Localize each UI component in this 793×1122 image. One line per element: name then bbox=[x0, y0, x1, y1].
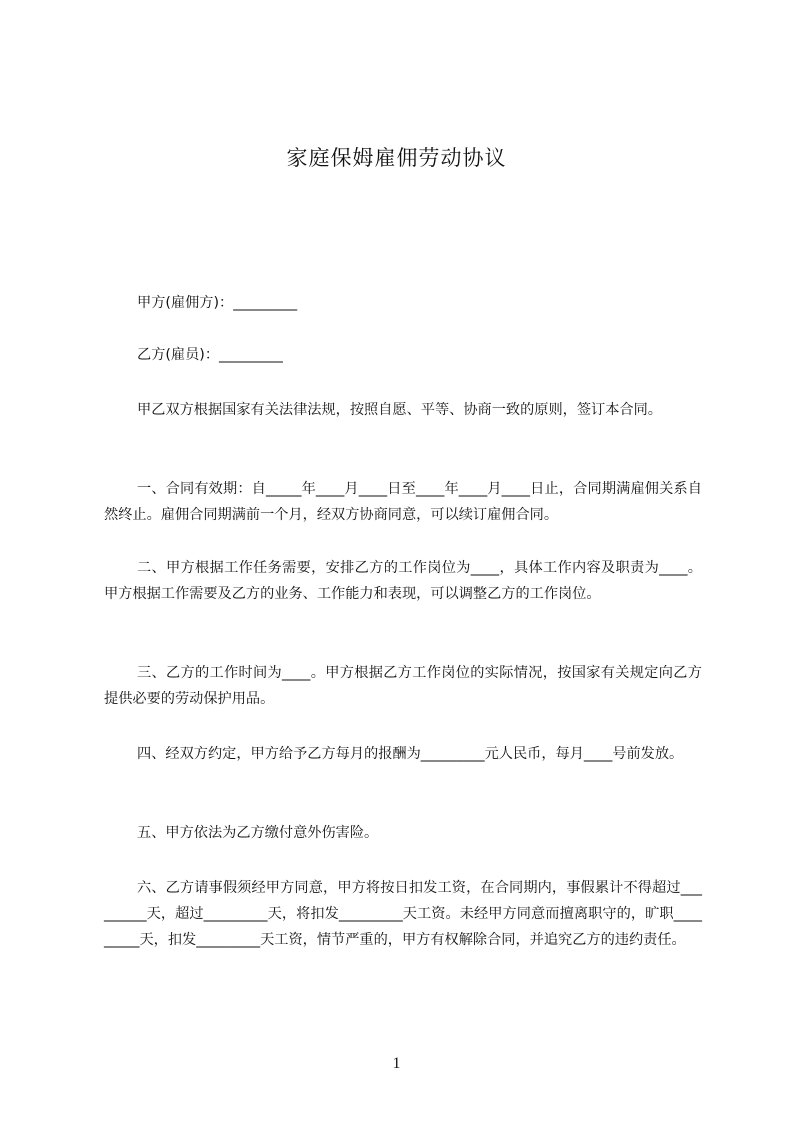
document-title: 家庭保姆雇佣劳动协议 bbox=[286, 146, 507, 170]
clause-6-paragraph: 六、乙方请事假须经甲方同意，甲方将按日扣发工资，在合同期内，事假累计不得超过_________天，超过_________天，将扣发_________天工资。未经甲方同意而擅离职守的，旷职_________天，扣发_________天工资，情节严重的，甲方有权解除合同，并追究乙方的违约责任。 bbox=[104, 880, 702, 948]
clause-5-paragraph: 五、甲方依法为乙方缴付意外伤害险。 bbox=[137, 825, 379, 841]
clause-1-paragraph: 一、合同有效期：自_____年____月____日至____年____月____日止，合同期满雇佣关系自然终止。雇佣合同期满前一个月，经双方协商同意，可以续订雇佣合同。 bbox=[104, 481, 702, 523]
page-number: 1 bbox=[392, 1055, 401, 1072]
party-b-line: 乙方(雇员)：_________ bbox=[137, 347, 283, 363]
party-a-line: 甲方(雇佣方)：_________ bbox=[137, 295, 298, 311]
preamble-paragraph: 甲乙双方根据国家有关法律法规，按照自愿、平等、协商一致的原则，签订本合同。 bbox=[137, 402, 662, 418]
clause-2-paragraph: 二、甲方根据工作任务需要，安排乙方的工作岗位为____，具体工作内容及职责为____。甲方根据工作需要及乙方的业务、工作能力和表现，可以调整乙方的工作岗位。 bbox=[104, 560, 702, 602]
clause-3-paragraph: 三、乙方的工作时间为____。甲方根据乙方工作岗位的实际情况，按国家有关规定向乙方提供必要的劳动保护用品。 bbox=[104, 665, 702, 707]
clause-4-paragraph: 四、经双方约定，甲方给予乙方每月的报酬为_________元人民币，每月____号前发放。 bbox=[137, 746, 684, 762]
